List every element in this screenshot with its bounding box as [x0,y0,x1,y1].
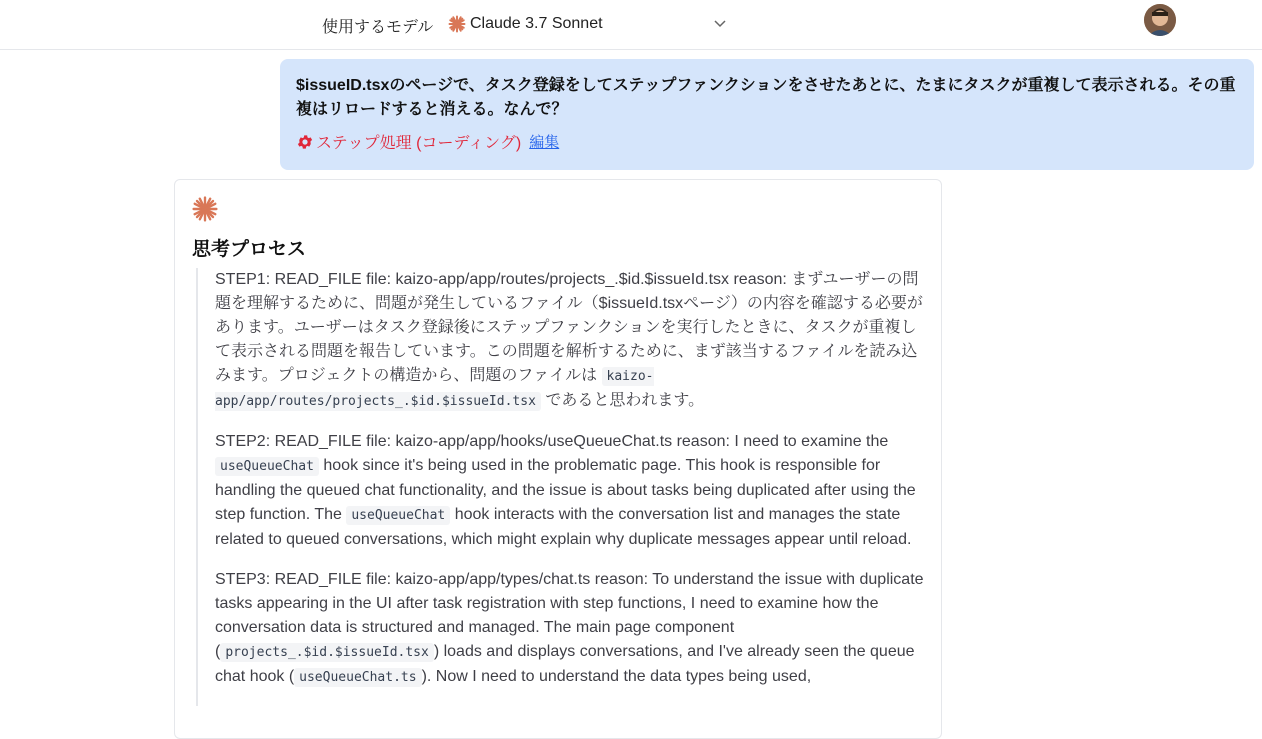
avatar-image [1144,4,1176,36]
claude-logo-icon [192,196,218,222]
step-text: hook interacts with the conversation list and manages the state related to queued conversations, which might explain why duplicate messages appear until reload. [215,506,912,548]
top-header [0,0,1262,50]
model-name: Claude 3.7 Sonnet [470,15,603,32]
step-text: STEP2: READ_FILE file: kaizo-app/app/hooks/useQueueChat.ts reason: I need to examine the [215,433,889,450]
inline-code: kaizo-app/app/routes/projects_.$id.$issueId.tsx [215,369,654,409]
assistant-response-card [174,179,942,739]
step-mode-row [296,130,1238,153]
inline-code: useQueueChat [346,506,450,525]
step-text: であると思われます。 [540,392,705,409]
claude-star-icon [448,15,466,33]
edit-link[interactable]: 編集 [529,134,560,151]
user-message-text: $issueID.tsxのページで、タスク登録をしてステップファンクションをさせたあとに、たまにタスクが重複して表示される。その重複はリロードすると消える。なんで？ [296,77,1236,118]
step-text: STEP3: READ_FILE file: kaizo-app/app/types/chat.ts reason: To understand the issue with duplicate tasks appearing in the UI after task registration with step functions, I need to examine how the conversation data is structured and managed. The main page component ( [215,571,924,660]
model-label: 使用するモデル [322,19,434,36]
user-message-bubble [280,59,1254,170]
thinking-step-1 [215,268,924,414]
step-text: ). Now I need to understand the data types being used, [421,668,812,685]
thinking-process-body [196,268,924,706]
user-avatar[interactable] [1144,4,1176,36]
step-text: hook since it's being used in the problematic page. This hook is responsible for handling the queued chat functionality, and the issue is about tasks being duplicated after using the step function. The [215,457,916,523]
chevron-down-icon [713,16,727,30]
step-text: STEP1: READ_FILE file: kaizo-app/app/routes/projects_.$id.$issueId.tsx reason: まずユーザーの問題を理解するために、問題が発生しているファイル（$issueId.tsxページ）の内容を確認する必要があります。ユーザーはタスク登録後にステップファンクションを実行したときに、タスクが重複して表示される問題を報告しています。この問題を解析するために、まず該当するファイルを読み込みます。プロジェクトの構造から、問題のファイルは [215,271,923,384]
thinking-step-2 [215,430,924,552]
thinking-process-title: 思考プロセス [192,239,307,260]
inline-code: useQueueChat [215,457,319,476]
step-mode-label[interactable]: ステップ処理 (コーディング) [316,135,522,152]
model-select[interactable] [448,8,733,40]
thinking-step-3 [215,568,924,690]
inline-code: useQueueChat.ts [294,668,421,687]
step-text: ) loads and displays conversations, and I've already seen the queue chat hook ( [215,643,915,685]
inline-code: projects_.$id.$issueId.tsx [220,643,434,662]
gear-icon [296,133,314,151]
